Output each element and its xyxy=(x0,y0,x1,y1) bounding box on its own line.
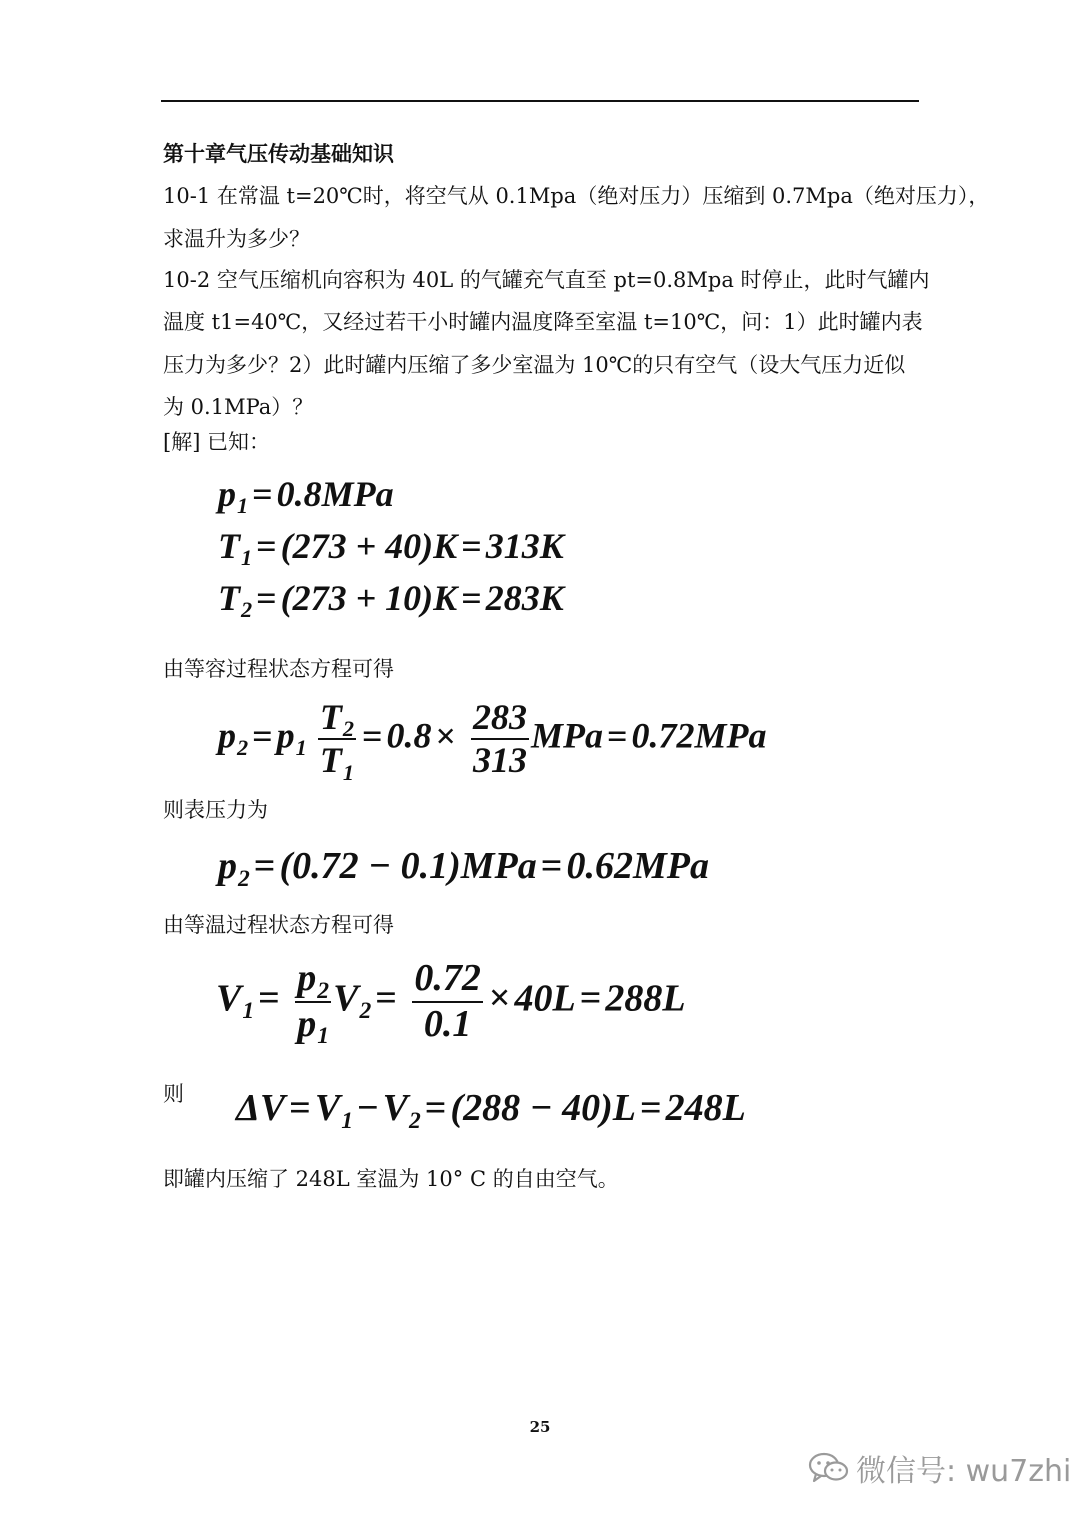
fraction-072-01: $\frac{0.72}{0.1}$ xyxy=(414,957,481,1045)
question-10-2-line-2: 温度 t1=40℃，又经过若干小时罐内温度降至室温 t=10℃，问：1）此时罐内表 xyxy=(163,310,923,334)
formula-t2: T2 = (273 + 10)K = 283K xyxy=(218,578,564,623)
header-rule xyxy=(161,100,919,102)
fraction-t2-t1: $\frac{T2}{T1}$ xyxy=(319,697,354,785)
p1-value: 0.8MPa xyxy=(276,474,394,514)
t1-symbol: T xyxy=(218,526,240,566)
page-number: 25 xyxy=(529,1418,551,1436)
question-10-2-line-1: 10-2 空气压缩机向容积为 40L 的气罐充气直至 pt=0.8Mpa 时停止，此时气罐内 xyxy=(163,268,930,292)
formula-v1: V1 = $\frac{p2}{p1}$ V2 = $\frac{0.72}{0.1}$ × 40L = 288L xyxy=(216,957,686,1050)
question-10-1-line-2: 求温升为多少？ xyxy=(163,227,310,251)
t2-subscript: 2 xyxy=(241,597,253,623)
formula-t1: T1 = (273 + 40)K = 313K xyxy=(218,526,564,571)
text-then: 则 xyxy=(163,1082,184,1106)
chapter-title: 第十章气压传动基础知识 xyxy=(163,141,394,166)
question-10-2-line-3: 压力为多少？2）此时罐内压缩了多少室温为 10℃的只有空气（设大气压力近似 xyxy=(163,353,906,377)
text-gauge-pressure: 则表压力为 xyxy=(163,798,268,822)
formula-p1: p1 = 0.8MPa xyxy=(218,474,394,519)
text-isochoric: 由等容过程状态方程可得 xyxy=(163,657,394,681)
question-10-1-line-1: 10-1 在常温 t=20℃时，将空气从 0.1Mpa（绝对压力）压缩到 0.7Mpa（绝对压力）， xyxy=(163,184,990,208)
t1-sum: (273 + 40)K xyxy=(280,526,458,566)
conclusion: 即罐内压缩了 248L 室温为 10° C 的自由空气。 xyxy=(163,1167,619,1191)
solution-label: [解] 已知： xyxy=(163,430,271,454)
p1-subscript: 1 xyxy=(237,493,249,519)
t1-value: 313K xyxy=(485,526,564,566)
fraction-p2-p1: $\frac{p2}{p1}$ xyxy=(297,957,330,1050)
fraction-283-313: $\frac{283}{313}$ xyxy=(473,697,528,781)
text-isothermal: 由等温过程状态方程可得 xyxy=(163,913,394,937)
formula-delta-v: ΔV = V1 − V2 = (288 − 40)L = 248L xyxy=(236,1087,746,1134)
p1-symbol: p xyxy=(218,474,236,514)
t2-symbol: T xyxy=(218,578,240,618)
t2-sum: (273 + 10)K xyxy=(280,578,458,618)
formula-p2-isochoric: p2 = p1 $\frac{T2}{T1}$ = 0.8 × $\frac{283}{313}$ MPa = 0.72MPa xyxy=(218,697,767,785)
watermark xyxy=(808,1446,1071,1490)
watermark-text: 微信号: wu7zhi xyxy=(856,1454,1072,1489)
t2-value: 283K xyxy=(485,578,564,618)
question-10-2-line-4: 为 0.1MPa）？ xyxy=(163,395,314,419)
t1-subscript: 1 xyxy=(241,545,253,571)
wechat-icon xyxy=(808,1451,850,1485)
formula-gauge-pressure: p2 = (0.72 − 0.1)MPa = 0.62MPa xyxy=(218,845,709,892)
